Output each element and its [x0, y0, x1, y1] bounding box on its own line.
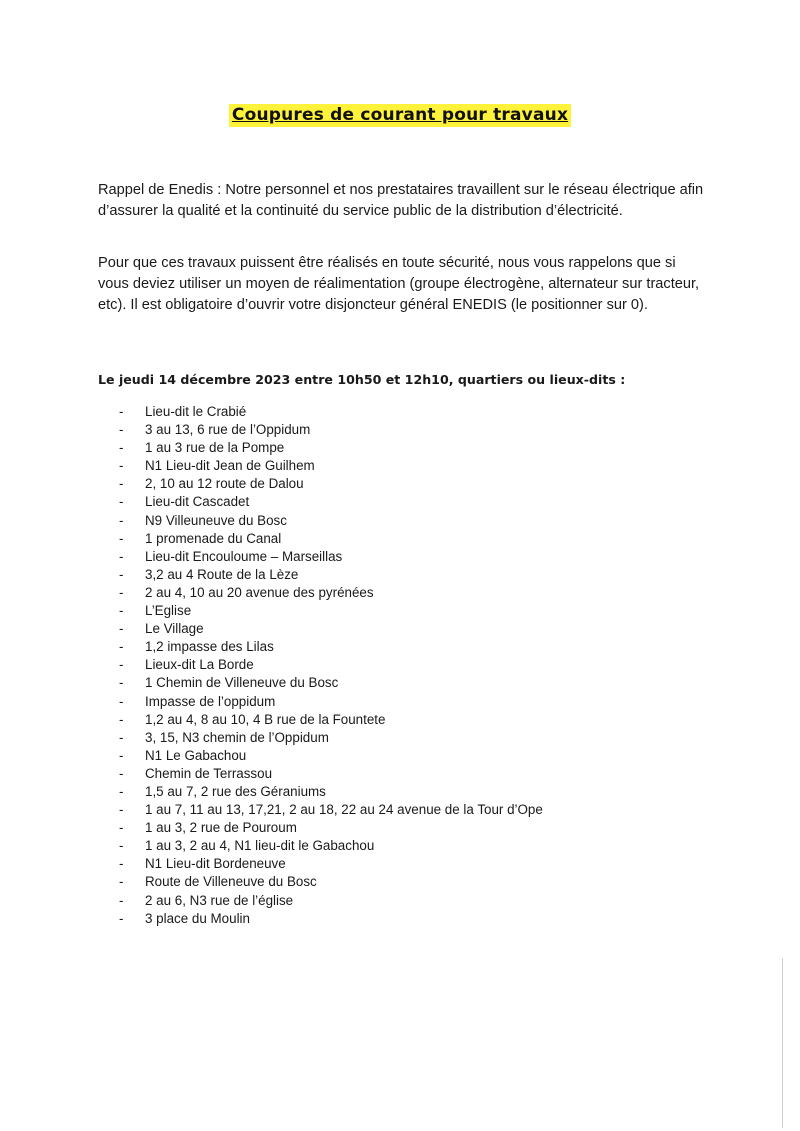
place-label: 3, 15, N3 chemin de l’Oppidum: [145, 729, 329, 745]
list-bullet: -: [119, 494, 124, 510]
place-label: Lieu-dit Cascadet: [145, 494, 250, 510]
safety-paragraph: Pour que ces travaux puissent être réalisés en toute sécurité, nous vous rappelons que si vous deviez utiliser un moyen de réalimentation (groupe électrogène, alternateur sur tracteur, etc). Il est obligatoire d’ouvrir votre disjoncteur général ENEDIS (le positionner sur 0).: [98, 255, 700, 313]
place-label: 3,2 au 4 Route de la Lèze: [145, 566, 299, 582]
place-label: 3 au 13, 6 rue de l’Oppidum: [145, 422, 311, 438]
scan-edge-line: [782, 958, 783, 1128]
list-bullet: -: [119, 476, 124, 492]
place-label: 1 promenade du Canal: [145, 530, 282, 546]
list-bullet: -: [119, 603, 124, 619]
place-label: Impasse de l’oppidum: [145, 693, 276, 709]
list-bullet: -: [119, 404, 124, 419]
place-label: N1 Lieu-dit Bordeneuve: [145, 856, 286, 872]
list-bullet: -: [119, 693, 124, 709]
list-bullet: -: [119, 512, 124, 528]
place-label: Lieu-dit le Crabié: [145, 404, 247, 419]
list-bullet: -: [119, 802, 124, 818]
place-label: Le Village: [145, 621, 204, 637]
page-title: Coupures de courant pour travaux: [229, 104, 571, 127]
list-bullet: -: [119, 747, 124, 763]
place-label: 1 au 3, 2 rue de Pouroum: [145, 820, 297, 836]
place-label: 1 au 3, 2 au 4, N1 lieu-dit le Gabachou: [145, 838, 375, 854]
list-bullet: -: [119, 566, 124, 582]
place-label: 3 place du Moulin: [145, 910, 250, 926]
enedis-reminder-paragraph: Rappel de Enedis : Notre personnel et nos prestataires travaillent sur le réseau électrique afin d’assurer la qualité et la continuité du service public de la distribution d’électricité.: [98, 182, 704, 219]
place-label: 2 au 4, 10 au 20 avenue des pyrénées: [145, 584, 374, 600]
list-bullet: -: [119, 584, 124, 600]
place-label: Chemin de Terrassou: [145, 765, 273, 781]
place-label: N1 Lieu-dit Jean de Guilhem: [145, 458, 315, 474]
list-bullet: -: [119, 783, 124, 799]
place-label: N9 Villeuneuve du Bosc: [145, 512, 287, 528]
list-bullet: -: [119, 458, 124, 474]
list-bullet: -: [119, 711, 124, 727]
list-bullet: -: [119, 422, 124, 438]
list-bullet: -: [119, 874, 124, 890]
place-label: 1,5 au 7, 2 rue des Géraniums: [145, 783, 326, 799]
schedule-heading: Le jeudi 14 décembre 2023 entre 10h50 et 12h10, quartiers ou lieux-dits :: [98, 372, 626, 387]
list-bullet: -: [119, 440, 124, 456]
place-label: Route de Villeneuve du Bosc: [145, 874, 317, 890]
place-label: 1 au 3 rue de la Pompe: [145, 440, 285, 456]
list-bullet: -: [119, 838, 124, 854]
list-bullet: -: [119, 765, 124, 781]
list-bullet: -: [119, 910, 124, 926]
place-label: 1 Chemin de Villeneuve du Bosc: [145, 675, 339, 691]
place-label: L’Eglise: [145, 603, 192, 619]
list-bullet: -: [119, 530, 124, 546]
place-label: Lieux-dit La Borde: [145, 657, 254, 673]
list-bullet: -: [119, 820, 124, 836]
place-label: 2 au 6, N3 rue de l’église: [145, 892, 294, 908]
place-label: Lieu-dit Encouloume – Marseillas: [145, 548, 343, 564]
list-bullet: -: [119, 675, 124, 691]
list-bullet: -: [119, 639, 124, 655]
place-label: 1,2 impasse des Lilas: [145, 639, 274, 655]
list-bullet: -: [119, 548, 124, 564]
place-label: N1 Le Gabachou: [145, 747, 247, 763]
place-label: 1 au 7, 11 au 13, 17,21, 2 au 18, 22 au 24 avenue de la Tour d’Ope: [145, 802, 543, 818]
list-bullet: -: [119, 621, 124, 637]
place-label: 2, 10 au 12 route de Dalou: [145, 476, 304, 492]
list-bullet: -: [119, 657, 124, 673]
list-bullet: -: [119, 856, 124, 872]
list-bullet: -: [119, 729, 124, 745]
place-label: 1,2 au 4, 8 au 10, 4 B rue de la Fountete: [145, 711, 386, 727]
title-wrapper: [0, 104, 800, 127]
list-bullet: -: [119, 892, 124, 908]
